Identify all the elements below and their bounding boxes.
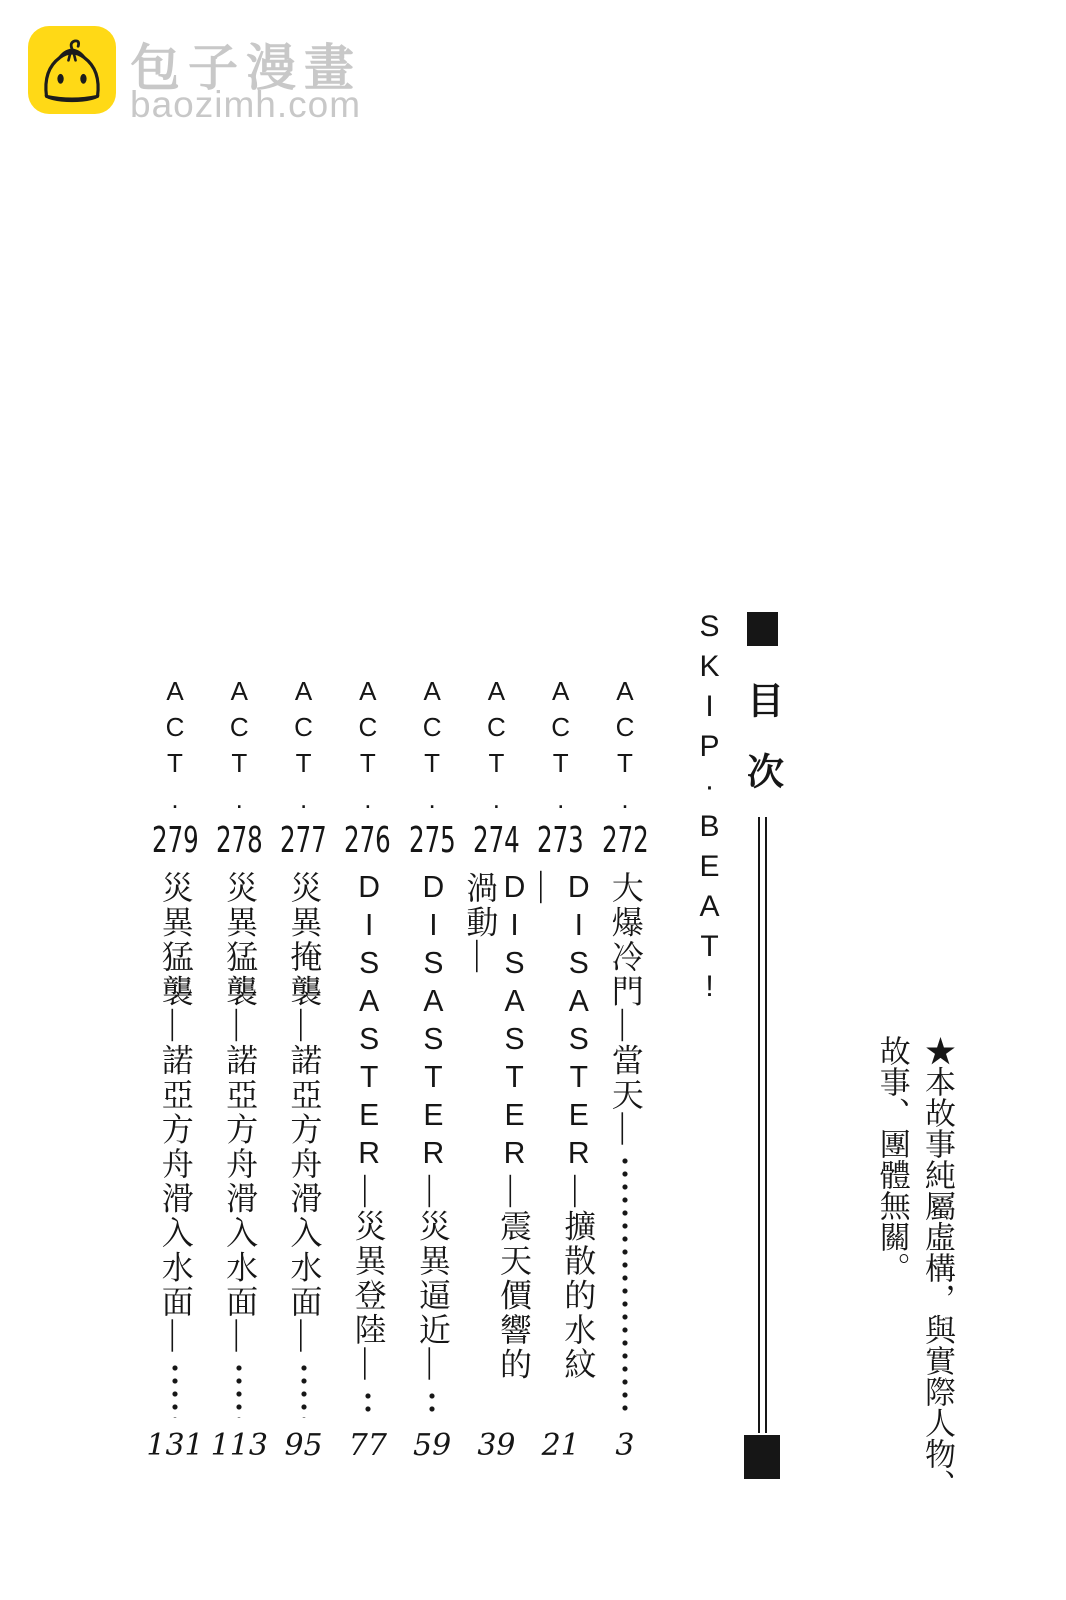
site-name: 包子漫畫 [130, 40, 362, 96]
act-number: 276 [344, 820, 392, 861]
entry-title: 災異猛襲—諾亞方舟滑入水面— [157, 871, 194, 1354]
page-number: 131 [146, 1428, 204, 1463]
toc-entry [273, 676, 335, 1464]
disclaimer-text: ★本故事純屬虛構，與實際人物、故事、團體無關。 [874, 1035, 955, 1500]
entry-title: DISASTER—災異登陸— [350, 871, 387, 1382]
toc-entry [526, 676, 597, 1464]
dotted-leader [429, 1391, 435, 1418]
toc-entry [208, 676, 270, 1464]
act-label: ACT. [545, 676, 576, 820]
entry-title: 災異掩襲—諾亞方舟滑入水面— [286, 871, 323, 1354]
page-number: 21 [541, 1428, 580, 1463]
section-marker-top [747, 612, 778, 646]
act-number: 277 [280, 820, 327, 861]
dotted-leader [622, 1156, 628, 1418]
series-title: SKIP·BEAT! [693, 610, 726, 1010]
bun-icon [28, 26, 116, 114]
act-number: 279 [151, 820, 199, 861]
act-number: 273 [537, 820, 585, 861]
act-number: 272 [601, 820, 649, 861]
entry-title: DISASTER—擴散的水紋— [526, 871, 597, 1382]
act-label: ACT. [224, 676, 255, 820]
dotted-leader [236, 1363, 242, 1418]
section-marker-bottom [744, 1435, 780, 1479]
dotted-leader [301, 1363, 307, 1418]
dotted-leader [172, 1363, 178, 1418]
page-number: 95 [284, 1428, 323, 1463]
toc-heading: 目次 [741, 681, 783, 823]
act-label: ACT. [417, 676, 448, 820]
entry-title: 大爆冷門—當天— [607, 871, 644, 1147]
page-number: 59 [413, 1428, 452, 1463]
act-label: ACT. [160, 676, 190, 820]
act-label: ACT. [609, 676, 640, 820]
toc-entry [401, 676, 463, 1464]
entry-title: DISASTER—震天價響的渦動— [462, 871, 532, 1382]
site-url: baozimh.com [130, 84, 362, 125]
act-label: ACT. [288, 676, 319, 820]
entry-title: DISASTER—災異逼近— [414, 871, 451, 1382]
page-number: 77 [348, 1428, 387, 1463]
act-label: ACT. [481, 676, 512, 820]
act-number: 274 [473, 820, 520, 861]
toc-entry [337, 676, 399, 1464]
toc-entry [144, 676, 206, 1464]
baozi-logo-icon [28, 26, 116, 114]
page-number: 113 [210, 1428, 268, 1463]
page-number: 3 [615, 1428, 635, 1463]
toc-heading-column [736, 612, 788, 1504]
page-number: 39 [477, 1428, 516, 1463]
toc-entries [144, 676, 656, 1464]
act-number: 275 [408, 820, 456, 861]
act-number: 278 [215, 820, 263, 861]
heading-double-rule [758, 817, 767, 1433]
toc-entry [462, 676, 532, 1464]
toc-entry [594, 676, 656, 1464]
act-label: ACT. [352, 676, 383, 820]
dotted-leader [365, 1391, 371, 1418]
entry-title: 災異猛襲—諾亞方舟滑入水面— [222, 871, 259, 1354]
